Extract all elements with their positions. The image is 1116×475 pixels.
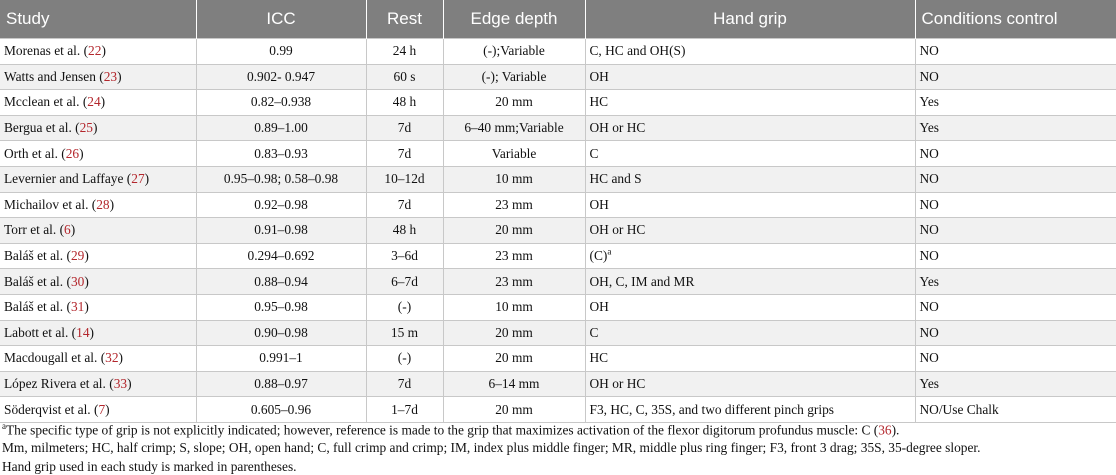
reference-link[interactable]: 31 (70, 299, 85, 315)
cell-edge-depth: Variable (443, 141, 585, 167)
cell-icc: 0.294–0.692 (196, 243, 366, 269)
cell-conditions-control: NO (915, 294, 1116, 320)
hand-grip-text: OH (589, 68, 609, 84)
cell-hand-grip (585, 371, 915, 397)
cell-edge-depth: 10 mm (443, 294, 585, 320)
cell-edge-depth: 6–14 mm (443, 371, 585, 397)
footnote-a-reference-link[interactable]: 36 (878, 422, 892, 438)
header-edge-depth: Edge depth (443, 0, 585, 39)
reference-link[interactable]: 24 (87, 94, 101, 110)
cell-icc: 0.89–1.00 (196, 115, 366, 141)
table-row (0, 371, 1116, 397)
cell-icc: 0.605–0.96 (196, 397, 366, 423)
cell-conditions-control: NO (915, 166, 1116, 192)
cell-edge-depth: 20 mm (443, 90, 585, 116)
table-row (0, 166, 1116, 192)
cell-conditions-control: NO (915, 243, 1116, 269)
cell-study: Torr et al. (6) (0, 218, 196, 244)
cell-study: Baláš et al. (31) (0, 294, 196, 320)
table-row (0, 269, 1116, 295)
reference-link[interactable]: 32 (105, 350, 119, 366)
study-name: Morenas et al. (4, 43, 81, 59)
cell-edge-depth: 23 mm (443, 192, 585, 218)
reference-link[interactable]: 7 (98, 401, 106, 417)
study-name: Baláš et al. (4, 273, 64, 289)
table-row (0, 320, 1116, 346)
hand-grip-text: OH or HC (589, 222, 646, 238)
cell-study: Morenas et al. (22) (0, 39, 196, 65)
cell-rest: 7d (366, 192, 443, 218)
cell-rest: 6–7d (366, 269, 443, 295)
cell-study: Bergua et al. (25) (0, 115, 196, 141)
cell-icc: 0.902- 0.947 (196, 64, 366, 90)
study-name: Torr et al. (4, 222, 57, 238)
hand-grip-footnote-mark: a (607, 246, 612, 257)
table-row (0, 64, 1116, 90)
cell-hand-grip (585, 294, 915, 320)
cell-edge-depth: 23 mm (443, 243, 585, 269)
cell-conditions-control: NO/Use Chalk (915, 397, 1116, 423)
hand-grip-text: OH (589, 196, 609, 212)
cell-edge-depth: 23 mm (443, 269, 585, 295)
hand-grip-text: C, HC and OH(S) (589, 43, 686, 59)
cell-conditions-control: NO (915, 346, 1116, 372)
table-body (0, 39, 1116, 423)
study-name: Michailov et al. (4, 196, 89, 212)
cell-conditions-control: Yes (915, 90, 1116, 116)
cell-study: Baláš et al. (30) (0, 269, 196, 295)
hand-grip-text: OH, C, IM and MR (589, 273, 695, 289)
footnote-a-end: ). (891, 422, 900, 438)
cell-hand-grip (585, 64, 915, 90)
reference-link[interactable]: 26 (65, 145, 80, 161)
hand-grip-text: OH (589, 299, 609, 315)
cell-icc: 0.991–1 (196, 346, 366, 372)
hand-grip-text: (C) (589, 248, 608, 264)
cell-study: Macdougall et al. (32) (0, 346, 196, 372)
cell-icc: 0.90–0.98 (196, 320, 366, 346)
cell-edge-depth: 20 mm (443, 397, 585, 423)
table-row (0, 346, 1116, 372)
cell-hand-grip (585, 39, 915, 65)
cell-hand-grip (585, 166, 915, 192)
hand-grip-text: HC and S (589, 171, 642, 187)
table-row (0, 39, 1116, 65)
study-name: Baláš et al. (4, 248, 64, 264)
cell-hand-grip (585, 269, 915, 295)
cell-icc: 0.83–0.93 (196, 141, 366, 167)
cell-icc: 0.99 (196, 39, 366, 65)
cell-rest: 7d (366, 371, 443, 397)
cell-hand-grip (585, 320, 915, 346)
table-row (0, 294, 1116, 320)
cell-conditions-control: NO (915, 39, 1116, 65)
cell-study: López Rivera et al. (33) (0, 371, 196, 397)
reference-link[interactable]: 30 (70, 273, 85, 289)
header-rest: Rest (366, 0, 443, 39)
hand-grip-text: F3, HC, C, 35S, and two different pinch grips (589, 401, 834, 417)
cell-study: Söderqvist et al. (7) (0, 397, 196, 423)
cell-edge-depth: 20 mm (443, 218, 585, 244)
hand-grip-text: OH or HC (589, 376, 646, 392)
cell-conditions-control: NO (915, 192, 1116, 218)
cell-study: Michailov et al. (28) (0, 192, 196, 218)
cell-conditions-control: Yes (915, 115, 1116, 141)
table-row (0, 141, 1116, 167)
cell-icc: 0.92–0.98 (196, 192, 366, 218)
cell-icc: 0.88–0.97 (196, 371, 366, 397)
cell-rest: 48 h (366, 90, 443, 116)
cell-edge-depth: (-); Variable (443, 64, 585, 90)
cell-hand-grip (585, 218, 915, 244)
cell-study: Baláš et al. (29) (0, 243, 196, 269)
cell-rest: (-) (366, 294, 443, 320)
cell-rest: 1–7d (366, 397, 443, 423)
cell-hand-grip (585, 243, 915, 269)
reference-link[interactable]: 27 (131, 171, 145, 187)
hand-grip-text: C (589, 145, 599, 161)
study-name: Söderqvist et al. (4, 401, 91, 417)
cell-rest: 7d (366, 141, 443, 167)
study-name: Mcclean et al. (4, 94, 80, 110)
header-row (0, 0, 1116, 39)
table-row (0, 397, 1116, 423)
footnote-a-text: The specific type of grip is not explicitly indicated; however, reference is made to the grip that maximizes activation of the flexor digitorum profundus muscle: C ( (6, 422, 879, 438)
cell-study: Levernier and Laffaye (27) (0, 166, 196, 192)
footnote-abbreviations: Mm, milmeters; HC, half crimp; S, slope; OH, open hand; C, full crimp and crimp; IM, index plus middle finger; MR, middle plus ring finger; F3, front 3 drag; 35S, 35-degree sloper. (2, 440, 981, 455)
cell-conditions-control: Yes (915, 269, 1116, 295)
cell-study: Watts and Jensen (23) (0, 64, 196, 90)
header-conditions-control: Conditions control (915, 0, 1116, 39)
reference-link[interactable]: 29 (70, 248, 85, 264)
cell-edge-depth: 10 mm (443, 166, 585, 192)
footnote-a-mark: a (2, 421, 6, 431)
cell-rest: 3–6d (366, 243, 443, 269)
study-name: Bergua et al. (4, 120, 72, 136)
cell-study: Orth et al. (26) (0, 141, 196, 167)
cell-rest: 7d (366, 115, 443, 141)
table-row (0, 192, 1116, 218)
cell-study: Labott et al. (14) (0, 320, 196, 346)
table-row (0, 115, 1116, 141)
cell-rest: 48 h (366, 218, 443, 244)
study-name: Watts and Jensen (4, 68, 96, 84)
study-name: Levernier and Laffaye (4, 171, 124, 187)
cell-hand-grip (585, 397, 915, 423)
cell-icc: 0.88–0.94 (196, 269, 366, 295)
reference-link[interactable]: 25 (79, 120, 93, 136)
hand-grip-text: OH or HC (589, 120, 646, 136)
study-name: Labott et al. (4, 324, 69, 340)
cell-conditions-control: NO (915, 141, 1116, 167)
study-name: Orth et al. (4, 145, 58, 161)
cell-edge-depth: (-);Variable (443, 39, 585, 65)
cell-icc: 0.82–0.938 (196, 90, 366, 116)
table-row (0, 90, 1116, 116)
cell-conditions-control: NO (915, 320, 1116, 346)
cell-hand-grip (585, 346, 915, 372)
reference-link[interactable]: 14 (76, 324, 90, 340)
cell-conditions-control: Yes (915, 371, 1116, 397)
study-name: Macdougall et al. (4, 350, 98, 366)
header-icc: ICC (196, 0, 366, 39)
cell-rest: 60 s (366, 64, 443, 90)
cell-edge-depth: 20 mm (443, 346, 585, 372)
cell-conditions-control: NO (915, 64, 1116, 90)
cell-icc: 0.95–0.98 (196, 294, 366, 320)
header-study: Study (0, 0, 196, 39)
cell-rest: 10–12d (366, 166, 443, 192)
cell-hand-grip (585, 192, 915, 218)
cell-edge-depth: 6–40 mm;Variable (443, 115, 585, 141)
reference-link[interactable]: 28 (96, 196, 110, 212)
cell-hand-grip (585, 90, 915, 116)
study-name: Baláš et al. (4, 299, 64, 315)
footnote-parentheses: Hand grip used in each study is marked in parentheses. (2, 459, 297, 474)
cell-rest: (-) (366, 346, 443, 372)
cell-hand-grip (585, 115, 915, 141)
cell-icc: 0.95–0.98; 0.58–0.98 (196, 166, 366, 192)
cell-hand-grip (585, 141, 915, 167)
hand-grip-text: HC (589, 94, 609, 110)
header-hand-grip: Hand grip (585, 0, 915, 39)
table-row (0, 243, 1116, 269)
reference-link[interactable]: 6 (64, 222, 71, 238)
footnote-a (2, 421, 899, 438)
cell-rest: 24 h (366, 39, 443, 65)
cell-study: Mcclean et al. (24) (0, 90, 196, 116)
table-row (0, 218, 1116, 244)
study-name: López Rivera et al. (4, 376, 106, 392)
hand-grip-text: HC (589, 350, 609, 366)
reference-link[interactable]: 33 (113, 376, 128, 392)
reference-link[interactable]: 22 (88, 43, 102, 59)
cell-icc: 0.91–0.98 (196, 218, 366, 244)
cell-rest: 15 m (366, 320, 443, 346)
hand-grip-text: C (589, 324, 599, 340)
cell-conditions-control: NO (915, 218, 1116, 244)
cell-edge-depth: 20 mm (443, 320, 585, 346)
reference-link[interactable]: 23 (103, 68, 118, 84)
